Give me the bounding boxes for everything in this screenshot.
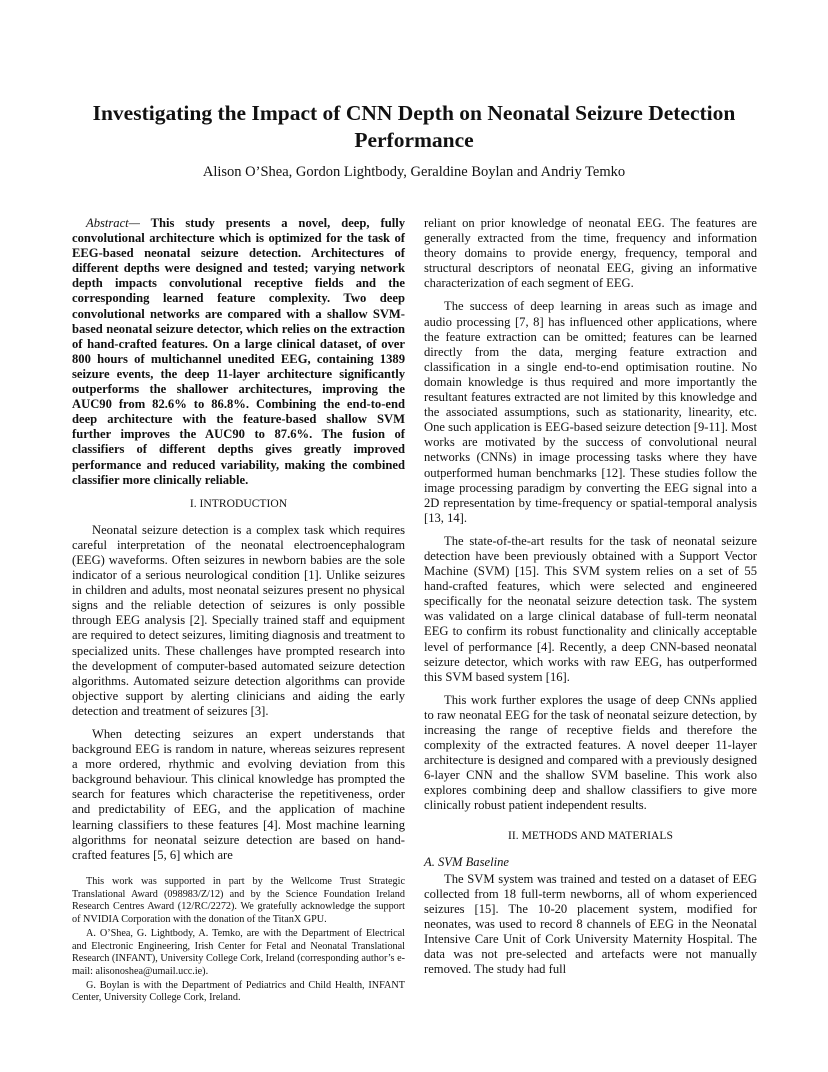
- subsection-heading-svm-baseline: A. SVM Baseline: [424, 854, 509, 869]
- paragraph: The success of deep learning in areas such as image and audio processing [7, 8] has influenced other applications, where the feature extraction can be omitted; features can be learned directly from the data, merging feature extraction and classification in a single end-to-end optimisation routine. No domain knowledge is thus required and more importantly the resultant features extracted are not limited by this knowledge and the associated assumptions, such as stationarity, linearity, etc. One such application is EEG-based seizure detection [9-11]. Most works are motivated by the success of convolutional neural networks (CNNs) in image processing tasks where they have outperformed human benchmarks [12]. These studies follow the image processing paradigm by converting the EEG signal into a 2D representation by time-frequency or spatial-temporal analysis [13, 14].: [424, 299, 757, 525]
- paragraph: The SVM system was trained and tested on a dataset of EEG collected from 18 full-term newborns, all of whom experienced seizures [15]. The 10-20 placement system, modified for neonates, was used to record 8 channels of EEG in the Neonatal Intensive Care Unit of Cork University Maternity Hospital. The data was not pre-selected and artefacts were not manually removed. The study had full: [424, 871, 757, 977]
- footnote-affiliation: G. Boylan is with the Department of Pediatrics and Child Health, INFANT Center, University College Cork, Ireland.: [72, 979, 405, 1004]
- section-heading-methods: II. METHODS AND MATERIALS: [508, 828, 673, 842]
- section-heading-introduction: I. INTRODUCTION: [189, 496, 288, 510]
- right-column: [424, 216, 757, 977]
- introduction-body: [72, 523, 405, 863]
- paragraph: This work further explores the usage of deep CNNs applied to raw neonatal EEG for the task of neonatal seizure detection, by increasing the range of receptive fields and therefore the complexity of the extracted features. A novel deeper 11-layer architecture is designed and compared with a previously designed 6-layer CNN and the shallow SVM baseline. This work also explores combining deep and shallow classifiers to give more clinically robust patient independent results.: [424, 692, 757, 813]
- abstract-dash: —: [128, 216, 140, 230]
- paragraph: Neonatal seizure detection is a complex task which requires careful interpretation of the neonatal electroencephalogram (EEG) waveforms. Often seizures in newborn babies are the sole indicator of a serious neurological condition [1]. Unlike seizures in children and adults, most neonatal seizures present no physical signs and the reliable detection of seizures is only possible through EEG analysis [2]. Specially trained staff and equipment are required to detect seizures, limiting diagnosis and treatment to specialized units. These challenges have prompted research into the development of computer-based automated seizure detection algorithms. Automated seizure detection algorithms can provide objective support by alerting clinicians and aiding the early detection and treatment of seizures [3].: [72, 522, 405, 718]
- footnote-funding: This work was supported in part by the Wellcome Trust Strategic Translational Award (098983/Z/12) and by the Science Foundation Ireland Research Centres Award (12/RC/2272). We gratefully acknowledge the support of NVIDIA Corporation with the donation of the TitanX GPU.: [72, 876, 405, 926]
- abstract-text: This study presents a novel, deep, fully convolutional architecture which is optimized for the task of EEG-based neonatal seizure detection. Architectures of different depths were designed and tested; varying network depth impacts convolutional receptive fields and the corresponding learned feature complexity. Two deep convolutional networks are compared with a shallow SVM-based neonatal seizure detector, which relies on the extraction of hand-crafted features. On a large clinical dataset, of over 800 hours of multichannel unedited EEG, containing 1389 seizure events, the deep 11-layer architecture significantly outperforms the shallower architectures, improving the AUC90 from 82.6% to 86.8%. Combining the end-to-end deep architecture with the feature-based shallow SVM further improves the AUC90 to 87.6%. The fusion of classifiers of different depths gives greatly improved performance and reduced variability, making the combined classifier more clinically reliable.: [72, 216, 405, 487]
- abstract-label: Abstract: [86, 216, 129, 230]
- left-column: [72, 216, 405, 863]
- footnotes: [72, 876, 405, 1006]
- abstract: [72, 216, 405, 488]
- paragraph: When detecting seizures an expert understands that background EEG is random in nature, whereas seizures represent a more ordered, rhythmic and evolving deviation from this background behaviour. This clinical knowledge has prompted the search for features which characterise the repetitiveness, order and predictability of EEG, and the application of machine learning classifiers to these features [4]. Most machine learning algorithms for neonatal seizure detection are based on hand-crafted features [5, 6] which are: [72, 727, 405, 862]
- footnote-affiliation: A. O’Shea, G. Lightbody, A. Temko, are with the Department of Electrical and Electronic Engineering, Irish Center for Fetal and Neonatal Translational Research (INFANT), University College Cork, Ireland (corresponding author’s e-mail: alisonoshea@umail.ucc.ie).: [72, 927, 405, 977]
- paper-title: Investigating the Impact of CNN Depth on Neonatal Seizure Detection Performance: [92, 101, 736, 152]
- author-list: Alison O’Shea, Gordon Lightbody, Geraldine Boylan and Andriy Temko: [202, 164, 626, 180]
- paragraph: reliant on prior knowledge of neonatal EEG. The features are generally extracted from the time, frequency and information theory domains to provide energy, frequency, temporal and structural descriptors of neonatal EEG, giving an informative characterization of each segment of EEG.: [424, 216, 757, 291]
- paragraph: The state-of-the-art results for the task of neonatal seizure detection have been previously obtained with a Support Vector Machine (SVM) [15]. This SVM system relies on a set of 55 hand-crafted features, which were selected and engineered specifically for the neonatal seizure detection task. The system was validated on a large clinical database of full-term neonatal EEG to confirm its robust functionality and clinically acceptable level of performance [4]. Recently, a deep CNN-based neonatal seizure detector, which works with raw EEG, has outperformed this SVM based system [16].: [424, 533, 757, 684]
